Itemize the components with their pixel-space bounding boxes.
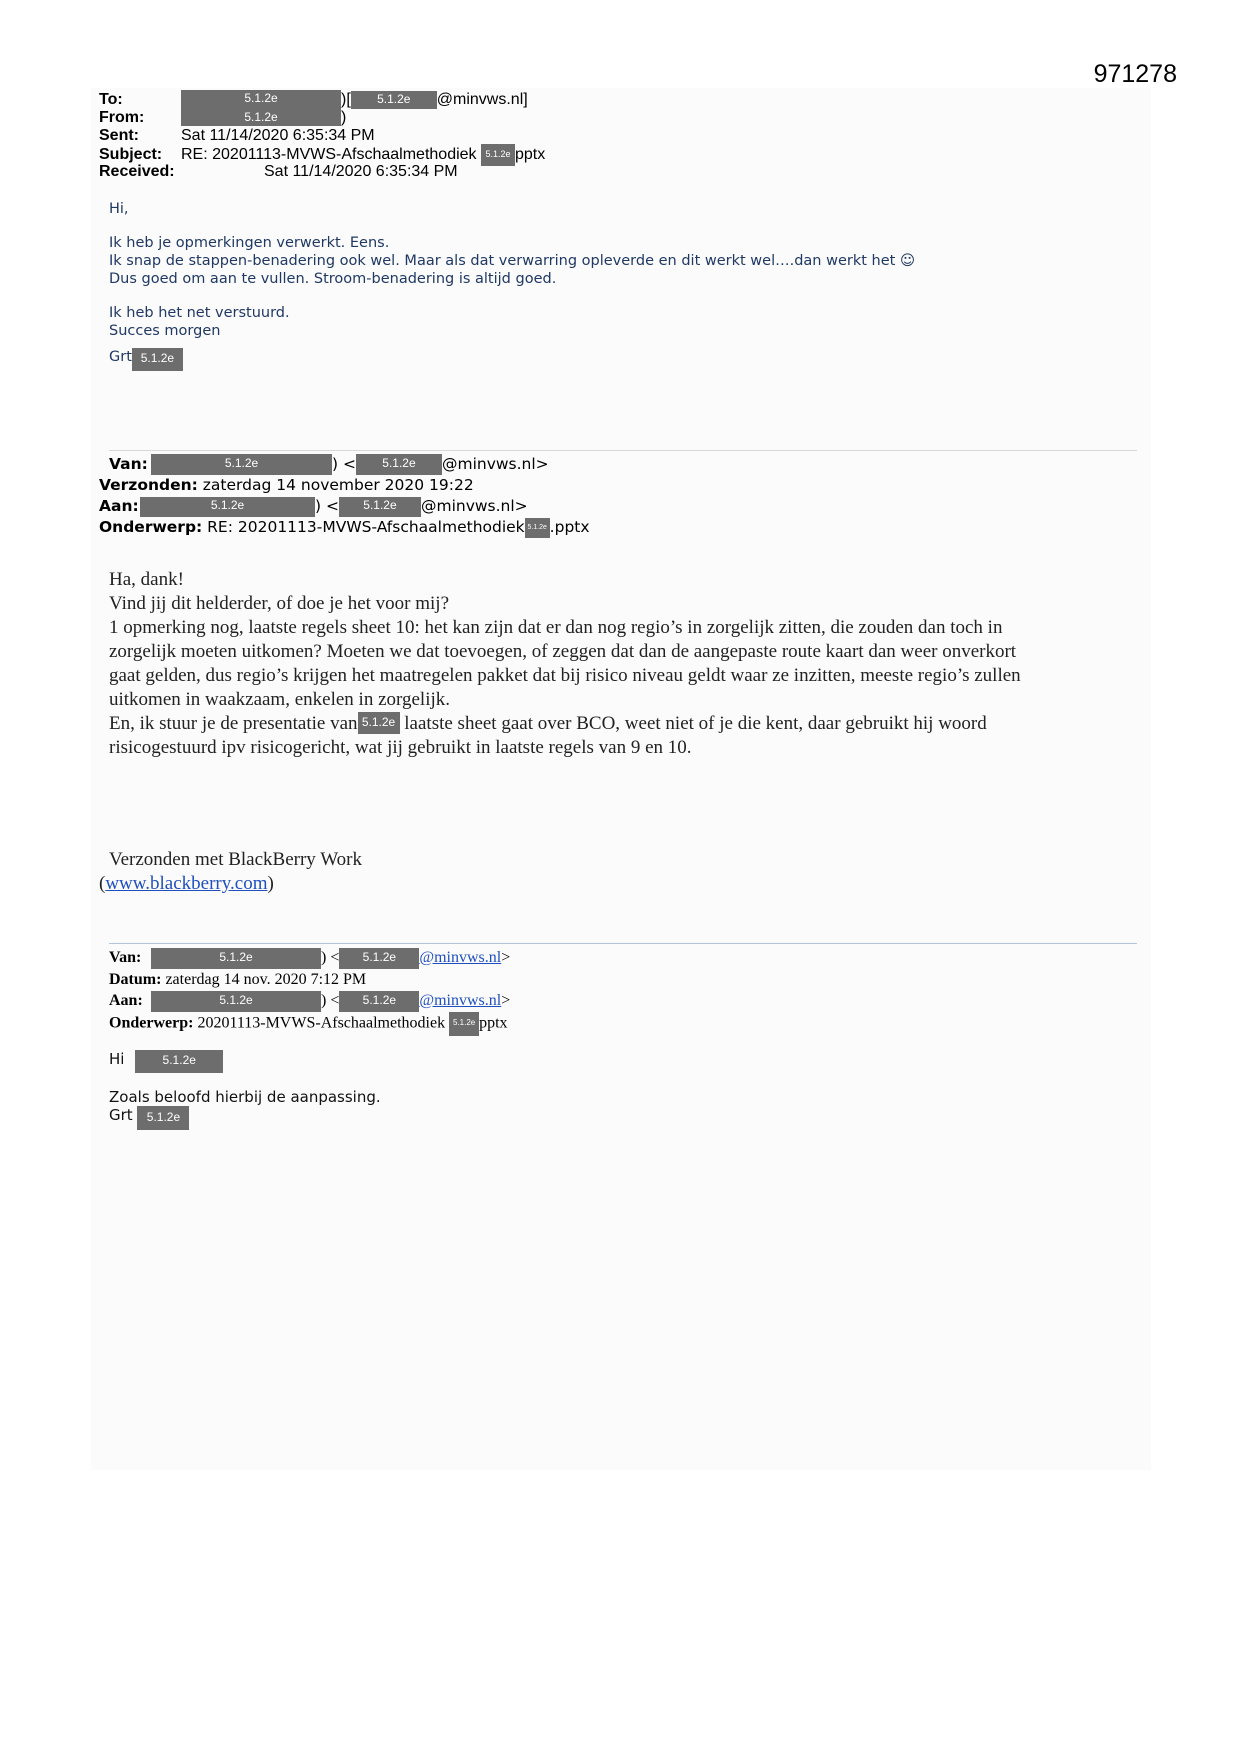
blackberry-signature: Verzonden met BlackBerry Work bbox=[109, 849, 362, 870]
separator-line bbox=[109, 943, 1137, 944]
sent-label: Sent: bbox=[99, 127, 139, 144]
message2-line: gaat gelden, dus regio’s krijgen het maatregelen pakket dat bij risico niveau geldt waar ze inzitten, meeste regio’s zullen bbox=[109, 665, 1021, 686]
van-email: @minvws.nl> bbox=[441, 455, 549, 473]
redaction-box: 5.1.2e bbox=[132, 348, 183, 371]
aan-email: @minvws.nl> bbox=[420, 497, 528, 515]
message1-line: Dus goed om aan te vullen. Stroom-benadering is altijd goed. bbox=[109, 271, 557, 287]
message1-line: Ik heb je opmerkingen verwerkt. Eens. bbox=[109, 235, 390, 251]
redaction-box: 5.1.2e bbox=[151, 454, 332, 475]
header-sent-row bbox=[99, 126, 375, 146]
header2-verzonden-row bbox=[99, 475, 474, 495]
header-received-row bbox=[99, 162, 458, 182]
message2-line-part: En, ik stuur je de presentatie van bbox=[109, 713, 358, 734]
redaction-box: 5.1.2e bbox=[339, 948, 419, 969]
onderwerp-label: Onderwerp: bbox=[99, 518, 203, 536]
redaction-box: 5.1.2e bbox=[339, 497, 421, 517]
message1-greeting: Hi, bbox=[109, 201, 129, 217]
to-label: To: bbox=[99, 91, 123, 109]
message2-line: Vind jij dit helderder, of doe je het voor mij? bbox=[109, 593, 450, 614]
link-paren: ) bbox=[267, 873, 274, 894]
redaction-box: 5.1.2e bbox=[358, 712, 400, 734]
redaction-box: 5.1.2e bbox=[356, 454, 442, 475]
received-label: Received: bbox=[99, 163, 175, 180]
datum-value: zaterdag 14 nov. 2020 7:12 PM bbox=[161, 971, 367, 988]
message2-line-part: laatste sheet gaat over BCO, weet niet of je die kent, daar gebruikt hij woord bbox=[399, 713, 987, 734]
header3-datum-row bbox=[109, 969, 366, 990]
link-paren: ( bbox=[99, 873, 106, 894]
message2-line: risicogestuurd ipv risicogericht, wat jij gebruikt in laatste regels van 9 en 10. bbox=[109, 737, 692, 758]
to-separator: )[ bbox=[341, 91, 351, 109]
header3-onderwerp-row bbox=[109, 1012, 508, 1036]
redaction-box: 5.1.2e bbox=[151, 991, 321, 1012]
onderwerp-prefix: RE: 20201113-MVWS-Afschaalmethodiek bbox=[202, 518, 525, 536]
message2-line: uitkomen in waakzaam, enkelen in zorgelijk. bbox=[109, 689, 451, 710]
message1-line: Ik snap de stappen-benadering ook wel. Maar als dat verwarring opleverde en dit werkt wel….dan werkt het ☺ bbox=[109, 253, 916, 269]
onderwerp-prefix: 20201113-MVWS-Afschaalmethodiek bbox=[193, 1014, 446, 1032]
verzonden-label: Verzonden: bbox=[99, 476, 198, 494]
redaction-box: 5.1.2e bbox=[339, 991, 419, 1012]
redaction-box: 5.1.2e bbox=[135, 1050, 223, 1073]
header3-van-row bbox=[109, 947, 510, 969]
subject-label: Subject: bbox=[99, 146, 163, 164]
redaction-box: 5.1.2e bbox=[181, 110, 341, 126]
header-from-row bbox=[99, 108, 346, 128]
subject-prefix: RE: 20201113-MVWS-Afschaalmethodiek bbox=[181, 146, 477, 164]
message1-signoff: Grt bbox=[109, 349, 132, 365]
message2-line: Ha, dank! bbox=[109, 569, 184, 590]
message1-signoff-row bbox=[109, 348, 183, 371]
message2-line: 1 opmerking nog, laatste regels sheet 10: het kan zijn dat er dan nog regio’s in zorgelijk zitten, die zouden dan toch in bbox=[109, 617, 1003, 638]
message1-line: Succes morgen bbox=[109, 323, 221, 339]
blackberry-link[interactable]: www.blackberry.com bbox=[105, 873, 268, 894]
redaction-box: 5.1.2e bbox=[351, 91, 437, 109]
aan-label: Aan: bbox=[109, 992, 143, 1009]
to-email: @minvws.nl] bbox=[436, 91, 528, 109]
van-label: Van: bbox=[109, 455, 148, 473]
aan-label: Aan: bbox=[99, 497, 139, 515]
verzonden-value: zaterdag 14 november 2020 19:22 bbox=[197, 476, 474, 494]
van-gt: > bbox=[501, 949, 511, 966]
message2-line: zorgelijk moeten uitkomen? Moeten we dat toevoegen, of zeggen dat dan de aangepaste route kaart dan weer onverkort bbox=[109, 641, 1017, 662]
message3-line: Zoals beloofd hierbij de aanpassing. bbox=[109, 1088, 381, 1106]
from-label: From: bbox=[99, 109, 145, 126]
document-id: 971278 bbox=[1093, 60, 1177, 88]
van-separator: ) < bbox=[332, 455, 356, 473]
message3-signoff-row bbox=[109, 1106, 189, 1130]
redaction-box: 5.1.2e bbox=[525, 518, 550, 538]
aan-separator: ) < bbox=[321, 992, 340, 1009]
aan-separator: ) < bbox=[315, 497, 339, 515]
header2-van-row bbox=[109, 454, 549, 475]
blackberry-link-row bbox=[99, 872, 274, 897]
redaction-box: 5.1.2e bbox=[449, 1012, 479, 1036]
redaction-box: 5.1.2e bbox=[140, 497, 315, 517]
redaction-box: 5.1.2e bbox=[481, 144, 515, 166]
from-separator: ) bbox=[341, 109, 347, 126]
header2-aan-row bbox=[99, 496, 528, 517]
subject-suffix: pptx bbox=[515, 146, 546, 164]
aan-gt: > bbox=[501, 992, 511, 1009]
email-page bbox=[91, 88, 1151, 1470]
header2-onderwerp-row bbox=[99, 517, 590, 538]
aan-email-link[interactable]: @minvws.nl bbox=[419, 992, 502, 1009]
message3-greeting-row bbox=[109, 1050, 223, 1073]
header3-aan-row bbox=[109, 990, 510, 1012]
onderwerp-suffix: .pptx bbox=[549, 518, 590, 536]
message3-greeting: Hi bbox=[109, 1050, 125, 1068]
sent-value: Sat 11/14/2020 6:35:34 PM bbox=[181, 127, 375, 144]
received-value: Sat 11/14/2020 6:35:34 PM bbox=[264, 163, 458, 180]
message1-line: Ik heb het net verstuurd. bbox=[109, 305, 290, 321]
van-label: Van: bbox=[109, 949, 142, 966]
onderwerp-label: Onderwerp: bbox=[109, 1014, 194, 1032]
datum-label: Datum: bbox=[109, 971, 162, 988]
redaction-box: 5.1.2e bbox=[137, 1106, 189, 1130]
onderwerp-suffix: pptx bbox=[479, 1014, 508, 1032]
separator-line bbox=[109, 450, 1137, 451]
van-email-link[interactable]: @minvws.nl bbox=[419, 949, 502, 966]
redaction-box: 5.1.2e bbox=[181, 90, 341, 110]
message3-signoff: Grt bbox=[109, 1106, 133, 1124]
van-separator: ) < bbox=[321, 949, 340, 966]
redaction-box: 5.1.2e bbox=[151, 948, 321, 969]
message2-line-with-redaction bbox=[109, 712, 987, 737]
